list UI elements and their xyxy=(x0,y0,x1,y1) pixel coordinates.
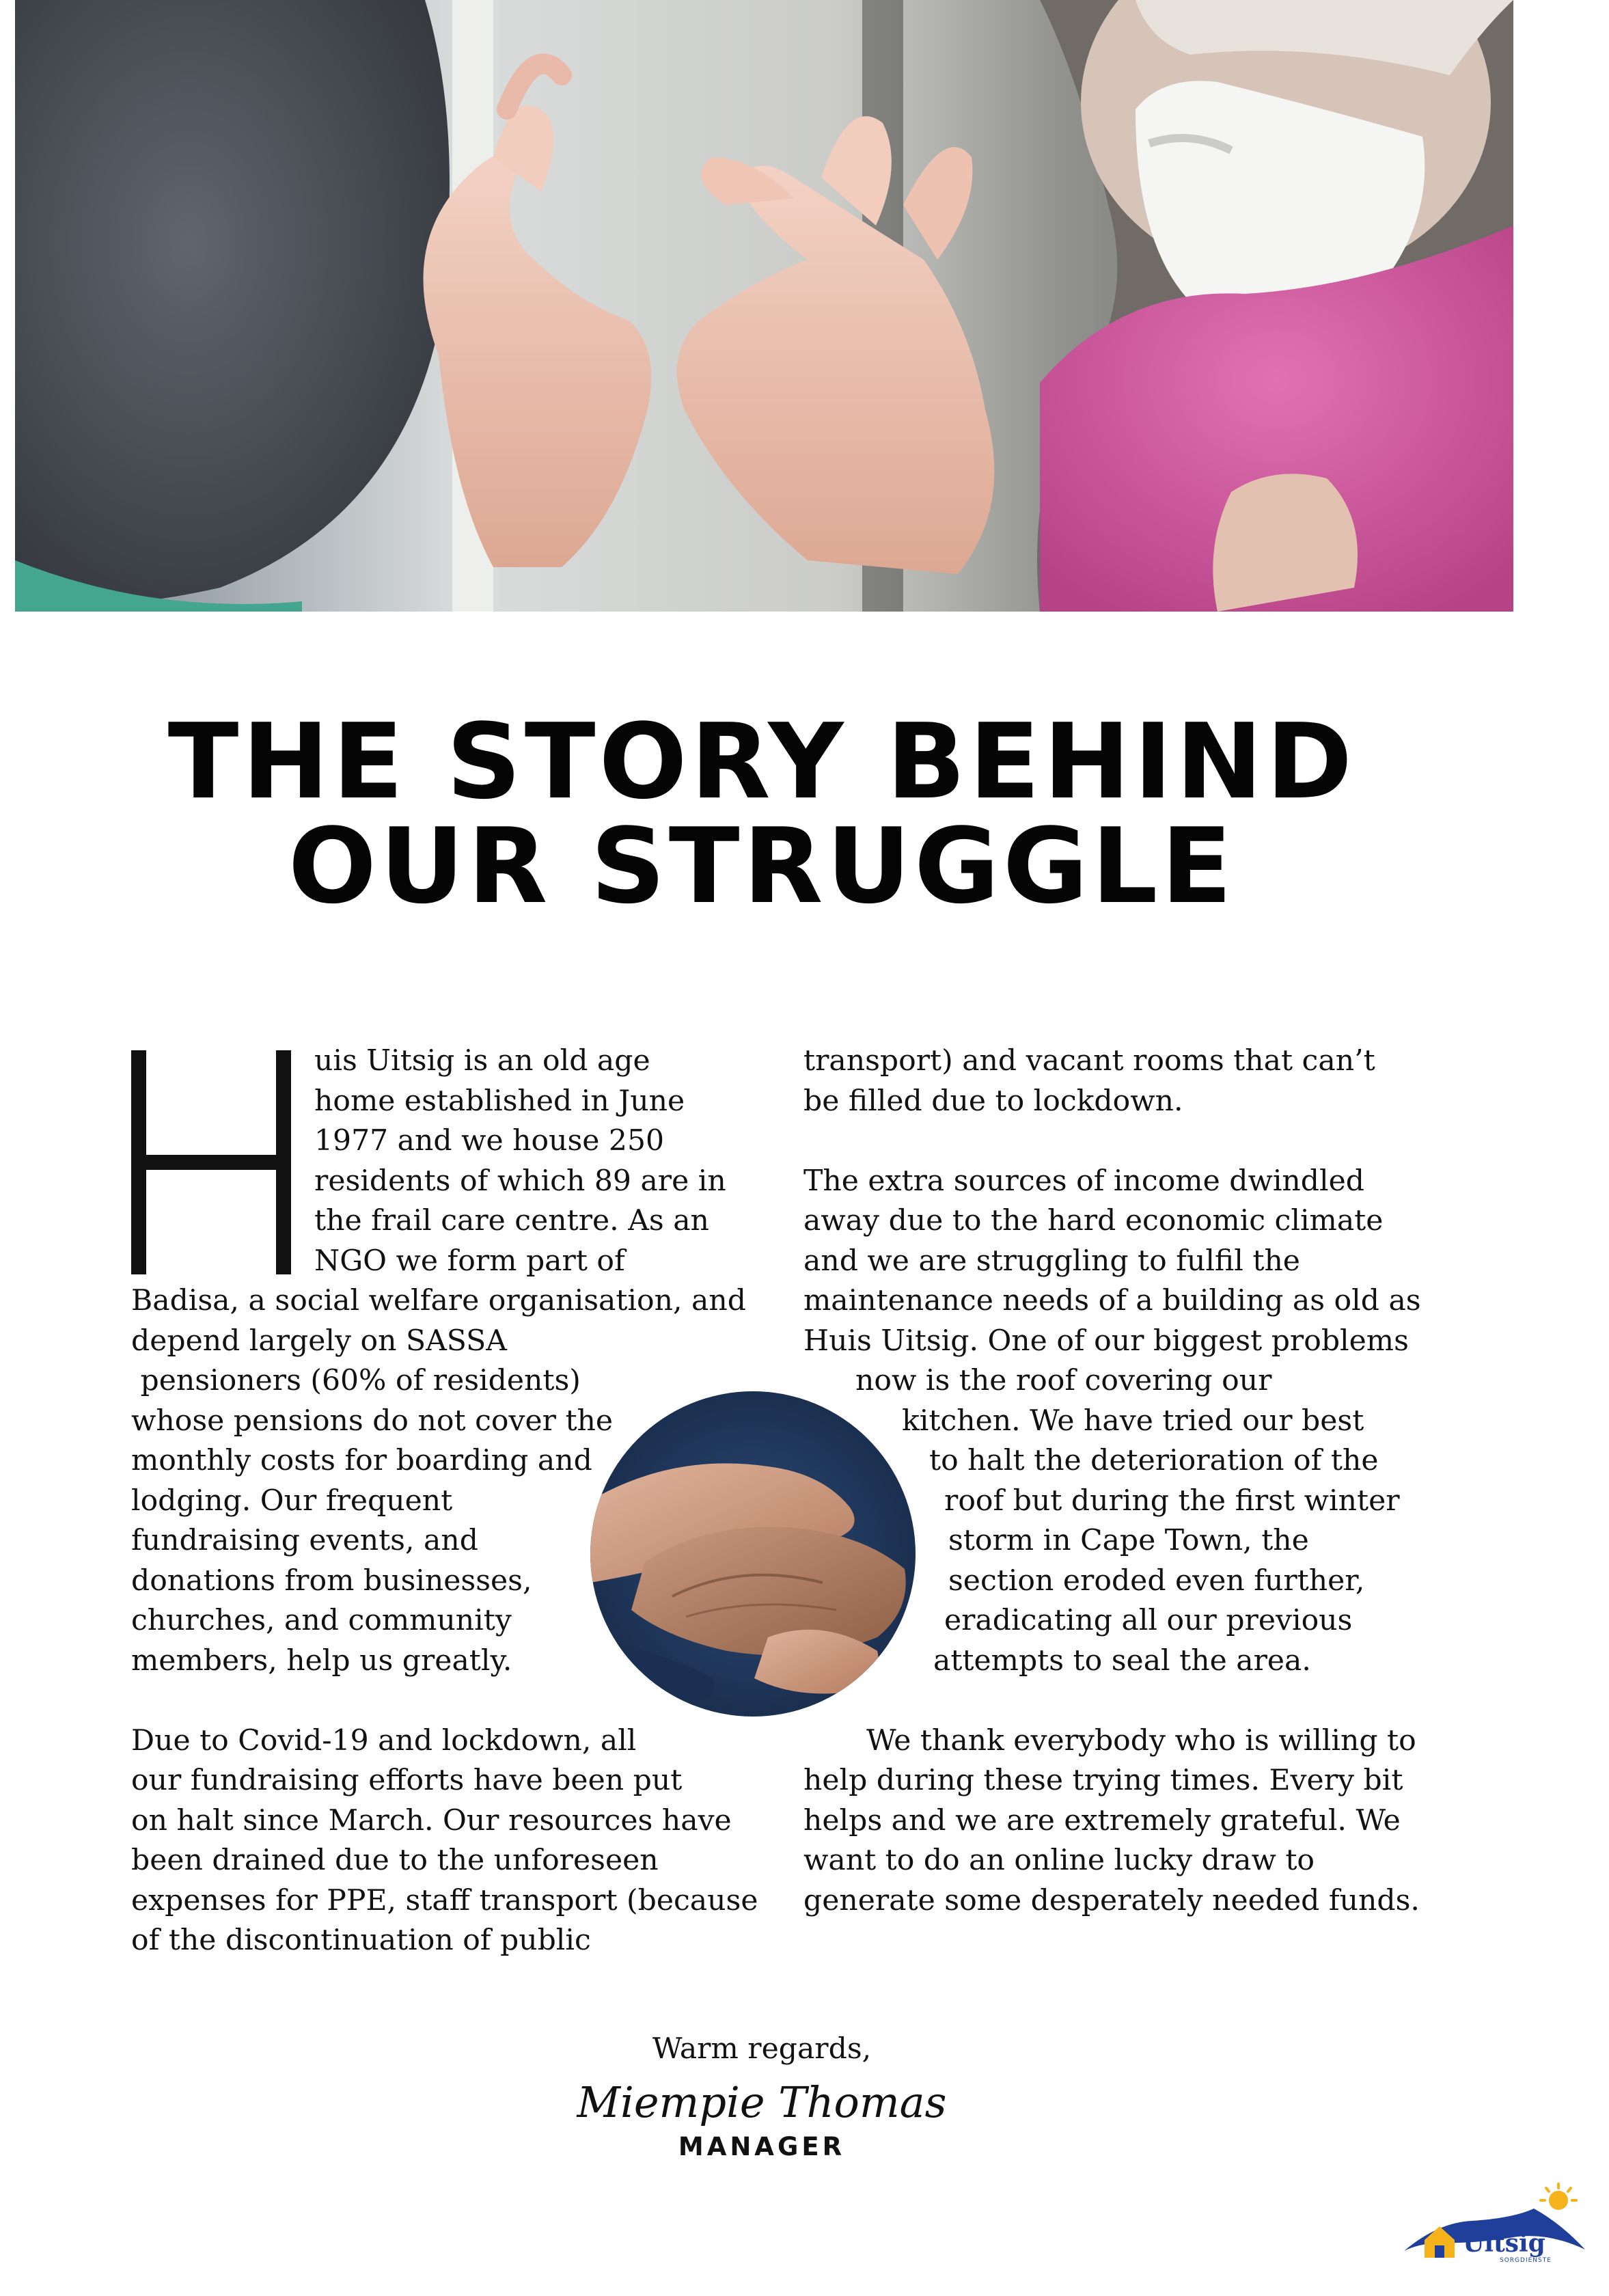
text-line: generate some desperately needed funds. xyxy=(803,1883,1420,1917)
text-line: and we are struggling to fulfil the xyxy=(803,1244,1300,1278)
signer-name: Miempie Thomas xyxy=(577,2077,947,2127)
text-line: whose pensions do not cover the xyxy=(131,1404,614,1438)
text-line: members, help us greatly. xyxy=(131,1643,512,1678)
text-line: been drained due to the unforeseen xyxy=(131,1844,659,1877)
text-line: kitchen. We have tried our best xyxy=(902,1404,1364,1438)
text-line: churches, and community xyxy=(131,1604,512,1637)
text-line: Due to Covid-19 and lockdown, all xyxy=(131,1723,637,1758)
logo-brand-text: Uitsig xyxy=(1463,2229,1545,2258)
text-line: The extra sources of income dwindled xyxy=(803,1164,1364,1198)
text-line: be filled due to lockdown. xyxy=(803,1084,1183,1118)
text-line: monthly costs for boarding and xyxy=(131,1444,592,1477)
text-line: helps and we are extremely grateful. We xyxy=(803,1803,1401,1837)
text-line: our fundraising efforts have been put xyxy=(131,1764,683,1797)
text-line: home established in June xyxy=(314,1084,685,1118)
text-line: want to do an online lucky draw to xyxy=(803,1844,1315,1877)
page-title xyxy=(0,701,1524,927)
signer-title: MANAGER xyxy=(678,2132,846,2161)
text-line: donations from businesses, xyxy=(131,1563,532,1598)
uitsig-logo-mark xyxy=(1397,2181,1589,2269)
text-line: 1977 and we house 250 xyxy=(314,1124,665,1158)
text-line xyxy=(803,1681,1421,1721)
text-line: pensioners (60% of residents) xyxy=(131,1364,581,1397)
text-line: transport) and vacant rooms that can’t xyxy=(803,1044,1375,1078)
text-line: NGO we form part of xyxy=(314,1244,625,1278)
text-line: roof but during the first winter xyxy=(944,1484,1400,1518)
text-line: Badisa, a social welfare organisation, and xyxy=(131,1284,746,1317)
text-line: to halt the deterioration of the xyxy=(929,1444,1379,1477)
text-line: now is the roof covering our xyxy=(855,1364,1272,1397)
text-line: uis Uitsig is an old age xyxy=(314,1044,650,1078)
text-line: We thank everybody who is willing to xyxy=(866,1723,1416,1758)
page-title-line-1: THE STORY BEHIND xyxy=(167,701,1356,822)
text-line: Huis Uitsig. One of our biggest problems xyxy=(803,1324,1409,1358)
signoff xyxy=(0,2030,1524,2161)
text-line: residents of which 89 are in xyxy=(314,1164,726,1198)
text-line: on halt since March. Our resources have xyxy=(131,1803,732,1837)
text-line: the frail care centre. As an xyxy=(314,1204,709,1238)
hands-inset-illustration xyxy=(590,1391,916,1717)
text-line: fundraising events, and xyxy=(131,1524,478,1557)
logo-tagline-text: SORGDIENSTE xyxy=(1500,2257,1552,2264)
signoff-greeting: Warm regards, xyxy=(652,2032,872,2066)
page-title-line-2: OUR STRUGGLE xyxy=(288,806,1236,927)
text-line: eradicating all our previous xyxy=(944,1604,1353,1637)
hero-photo xyxy=(15,0,1513,612)
text-line: attempts to seal the area. xyxy=(933,1643,1311,1678)
text-line: help during these trying times. Every bit xyxy=(803,1764,1403,1797)
text-line: storm in Cape Town, the xyxy=(948,1524,1309,1557)
text-line: away due to the hard economic climate xyxy=(803,1204,1384,1238)
text-line: lodging. Our frequent xyxy=(131,1484,453,1518)
text-line: expenses for PPE, staff transport (because xyxy=(131,1883,758,1917)
text-line: section eroded even further, xyxy=(948,1563,1365,1598)
text-line: depend largely on SASSA xyxy=(131,1324,507,1358)
hands-inset-photo xyxy=(590,1391,916,1717)
text-line xyxy=(803,1121,1421,1162)
hero-photo-illustration xyxy=(15,0,1513,612)
text-line: of the discontinuation of public xyxy=(131,1924,591,1957)
uitsig-logo xyxy=(1397,2181,1589,2269)
text-line: maintenance needs of a building as old as xyxy=(803,1284,1421,1317)
